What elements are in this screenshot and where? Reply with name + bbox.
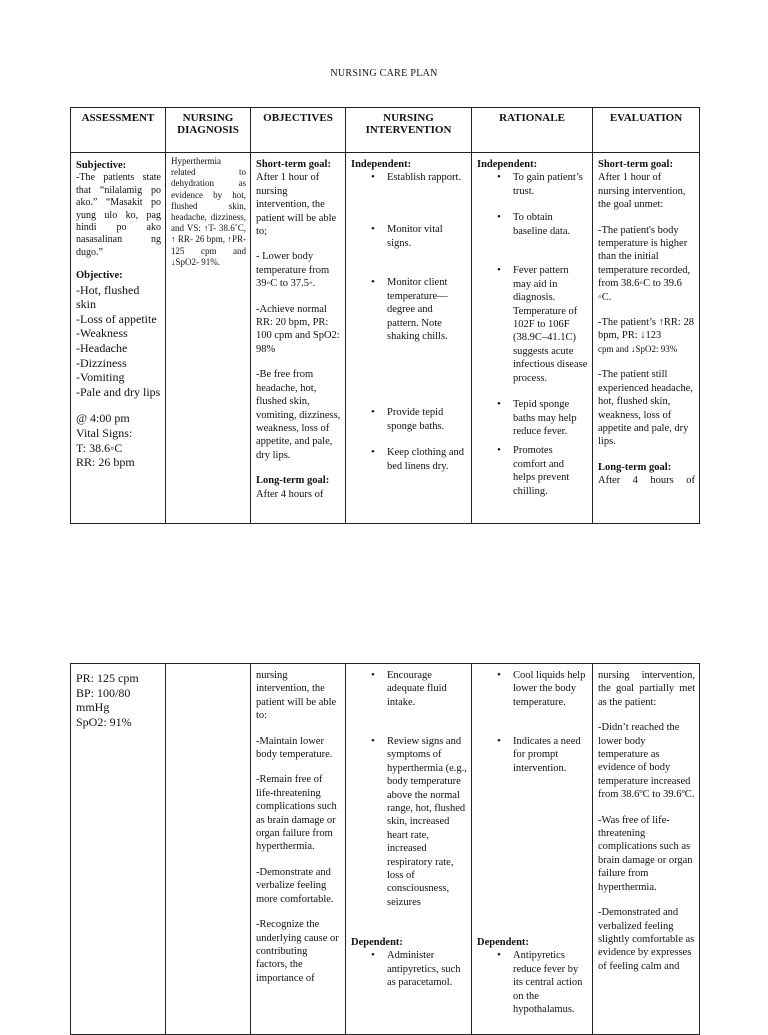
rationale-item: • Tepid sponge baths may help reduce fever. [513, 398, 588, 444]
vital-blood-pressure: BP: 100/80 mmHg [76, 685, 131, 715]
evaluation-item: -The patient still experienced headache, hot, flushed skin, weakness, loss of appetite and pale, dry lips. [598, 369, 694, 448]
objective-item: -Dizziness [76, 355, 127, 370]
header-nursing-diagnosis: NURSING DIAGNOSIS [166, 108, 251, 153]
header-rationale: RATIONALE [472, 108, 593, 153]
independent-label: Independent: [477, 159, 538, 170]
objective-item: -Vomiting [76, 370, 125, 385]
evaluation-item: -Demonstrated and verbalized feeling slightly comfortable as evidence by expresses of feeling calm and [598, 907, 695, 972]
vital-signs-label: Vital Signs: [76, 426, 133, 440]
objective-goal-item: -Recognize the underlying cause or contributing factors, the importance of [256, 919, 339, 984]
evaluation-cell [593, 664, 700, 1035]
independent-label: Independent: [351, 159, 412, 170]
intervention-item: • Provide tepid sponge baths. [387, 406, 467, 446]
objective-item: -Pale and dry lips [76, 384, 161, 399]
rationale-item: • Fever pattern may aid in diagnosis. Temperature of 102F to 106F (38.9C–41.1C) suggests acute infectious disease process. [513, 264, 588, 398]
rationale-item: • Promotes comfort and helps prevent chilling. [513, 444, 588, 498]
objective-item: -Hot, flushed skin [76, 282, 140, 312]
rationale-item: • Antipyretics reduce fever by its central action on the hypothalamus. [513, 949, 588, 1016]
long-term-goal-intro: After 4 hours of [598, 475, 695, 487]
evaluation-intro: nursing intervention, the goal partially met as the patient: [598, 670, 695, 708]
objective-item: -Weakness [76, 326, 128, 341]
evaluation-cell [593, 153, 700, 524]
nursing-intervention-cell [346, 153, 472, 524]
objective-goal-item: -Be free from headache, hot, flushed skin, vomiting, dizziness, weakness, loss of appetite, and pale, dry lips. [256, 369, 341, 461]
vital-respiratory-rate: RR: 26 bpm [76, 455, 135, 470]
care-plan-table-page-1 [70, 107, 700, 524]
objective-goal-item: -Remain free of life-threatening complications such as brain damage or organ failure from hyperthermia. [256, 774, 337, 853]
evaluation-item: -Didn’t reached the lower body temperature as evidence of body temperature increased from 38.6ºC to 39.6ºC. [598, 722, 695, 801]
vital-pulse-rate: PR: 125 cpm [76, 671, 139, 685]
objectives-cell [251, 664, 346, 1035]
intervention-item: • Keep clothing and bed linens dry. [387, 446, 467, 473]
header-nursing-intervention: NURSING INTERVENTION [346, 108, 472, 153]
header-objectives: OBJECTIVES [251, 108, 346, 153]
short-term-goal-label: Short-term goal: [598, 159, 673, 170]
objective-goal-item: -Achieve normal RR: 20 bpm, PR: 100 cpm and SpO2: 98% [256, 303, 340, 355]
intervention-item: • Encourage adequate fluid intake. [387, 669, 467, 735]
rationale-item: • To obtain baseline data. [513, 211, 588, 264]
dependent-label: Dependent: [351, 937, 403, 948]
rationale-cell [472, 153, 593, 524]
objective-item: -Loss of appetite [76, 311, 157, 326]
dependent-label: Dependent: [477, 937, 529, 948]
rationale-item: • Cool liquids help lower the body temperature. [513, 669, 588, 735]
evaluation-item: -The patient’s ↑RR: 28 bpm, PR: ↓123 [598, 317, 694, 342]
objective-goal-item: - Lower body temperature from 39◦C to 37.5◦. [256, 251, 330, 290]
header-row [71, 108, 700, 153]
rationale-cell [472, 664, 593, 1035]
evaluation-item: cpm and ↓SpO2: 93% [598, 343, 678, 354]
subjective-label: Subjective: [76, 160, 127, 171]
intervention-item: • Establish rapport. [387, 171, 467, 223]
nursing-diagnosis-cell [166, 664, 251, 1035]
intervention-item: • Administer antipyretics, such as paracetamol. [387, 949, 467, 989]
long-term-goal-label: Long-term goal: [598, 461, 672, 473]
assessment-time: @ 4:00 pm [76, 411, 130, 426]
objective-goal-item: -Demonstrate and verbalize feeling more comfortable. [256, 866, 334, 905]
document-title: NURSING CARE PLAN [330, 68, 438, 79]
long-term-goal-intro: After 4 hours of [256, 488, 324, 500]
nursing-intervention-cell [346, 664, 472, 1035]
objective-item: -Headache [76, 341, 128, 356]
long-term-goal-label: Long-term goal: [256, 475, 330, 487]
evaluation-item: -The patient's body temperature is higher than the initial temperature recorded, from 38.6◦C to 39.6 ◦C. [598, 224, 691, 303]
evaluation-intro: After 1 hour of nursing intervention, the goal unmet: [598, 172, 686, 211]
intervention-item: • Monitor client temperature—degree and pattern. Note shaking chills. [387, 276, 467, 406]
subjective-text: -The patients state that “nilalamig po ako.” “Masakit po yung ulo ko, pag hindi po ako nasasalinan ng dugo.” [76, 172, 161, 258]
objectives-intro: nursing intervention, the patient will be able to: [256, 670, 337, 722]
objective-goal-item: -Maintain lower body temperature. [256, 735, 333, 761]
vital-spo2: SpO2: 91% [76, 714, 132, 729]
assessment-cell [71, 664, 166, 1035]
nursing-diagnosis-cell [166, 153, 251, 524]
short-term-goal-label: Short-term goal: [256, 159, 331, 170]
assessment-cell [71, 153, 166, 524]
objective-label: Objective: [76, 270, 123, 282]
header-assessment: ASSESSMENT [71, 108, 166, 153]
intervention-item: • Review signs and symptoms of hyperthermia (e.g., body temperature above the normal range, hot, flushed skin, increased heart rate, increased respiratory rate, loss of consciousness, seizures [387, 735, 467, 936]
short-term-goal-intro: After 1 hour of nursing intervention, the patient will be able to; [256, 172, 337, 238]
care-plan-table-page-2 [70, 663, 700, 1035]
rationale-item: • To gain patient’s trust. [513, 171, 588, 211]
content-row [71, 153, 700, 524]
content-row [71, 664, 700, 1035]
vital-temperature: T: 38.6◦C [76, 440, 123, 455]
rationale-item: • Indicates a need for prompt intervention. [513, 735, 588, 936]
evaluation-item: -Was free of life-threatening complications such as brain damage or organ failure from hyperthermia. [598, 814, 693, 893]
intervention-item: • Monitor vital signs. [387, 223, 467, 276]
diagnosis-text: Hyperthermia related to dehydration as evidence by hot, flushed skin, headache, dizziness, and VS: ↑T- 38.6˚C, ↑ RR- 26 bpm, ↑PR- 125 cpm and ↓SpO2- 91%. [171, 156, 246, 267]
objectives-cell [251, 153, 346, 524]
header-evaluation: EVALUATION [593, 108, 700, 153]
